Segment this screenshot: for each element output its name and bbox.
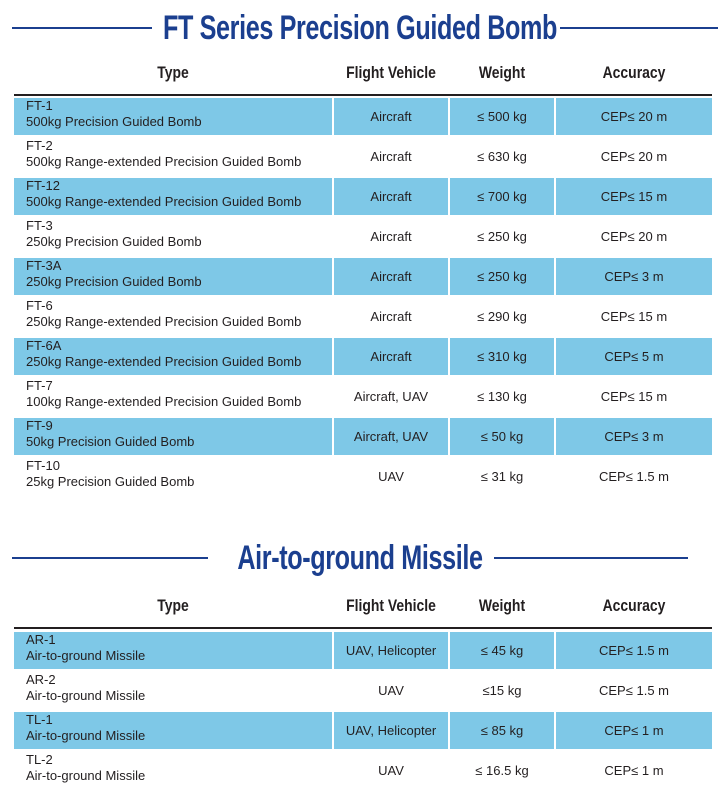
bombs-table-header <box>0 58 720 88</box>
model-description: Air-to-ground Missile <box>26 688 146 703</box>
accuracy-cell: CEP≤ 3 m <box>556 258 712 295</box>
weight-cell: ≤15 kg <box>482 683 522 698</box>
flight-vehicle-cell: UAV <box>378 469 404 484</box>
type-cell <box>14 98 332 135</box>
header-flight-vehicle: Flight Vehicle <box>346 63 436 82</box>
header-weight: Weight <box>478 596 526 615</box>
model-description: 500kg Precision Guided Bomb <box>26 114 202 129</box>
flight-vehicle-cell: Aircraft, UAV <box>353 389 429 404</box>
weight-cell: ≤ 250 kg <box>450 258 554 295</box>
accuracy-cell: CEP≤ 20 m <box>600 149 668 164</box>
accuracy-cell: CEP≤ 1.5 m <box>556 632 712 669</box>
type-cell <box>14 378 332 415</box>
type-cell <box>14 338 332 375</box>
weight-cell: ≤ 50 kg <box>450 418 554 455</box>
model-description: Air-to-ground Missile <box>26 768 146 783</box>
type-cell <box>14 458 332 495</box>
header-type: Type <box>157 596 189 615</box>
weight-cell: ≤ 16.5 kg <box>475 763 529 778</box>
flight-vehicle-cell: Aircraft <box>334 258 448 295</box>
model-name: AR-2 <box>26 672 56 687</box>
model-name: FT-9 <box>26 418 53 433</box>
model-description: 250kg Precision Guided Bomb <box>26 234 202 249</box>
table-row <box>14 338 712 378</box>
flight-vehicle-cell: Aircraft <box>334 178 448 215</box>
accuracy-cell: CEP≤ 15 m <box>556 178 712 215</box>
table-row <box>14 752 712 792</box>
type-cell <box>14 258 332 295</box>
header-weight: Weight <box>478 63 526 82</box>
model-name: FT-3 <box>26 218 53 233</box>
weight-cell: ≤ 630 kg <box>477 149 527 164</box>
table-row <box>14 258 712 298</box>
type-cell <box>14 752 332 789</box>
model-name: FT-3A <box>26 258 62 273</box>
model-description: 250kg Range-extended Precision Guided Bomb <box>26 354 302 369</box>
model-name: FT-12 <box>26 178 60 193</box>
table-row <box>14 458 712 498</box>
model-description: 500kg Range-extended Precision Guided Bomb <box>26 154 302 169</box>
weight-cell: ≤ 85 kg <box>450 712 554 749</box>
accuracy-cell: CEP≤ 1 m <box>604 763 664 778</box>
table-row <box>14 418 712 458</box>
model-name: FT-2 <box>26 138 53 153</box>
accuracy-cell: CEP≤ 1.5 m <box>599 683 669 698</box>
flight-vehicle-cell: Aircraft <box>334 98 448 135</box>
flight-vehicle-cell: UAV <box>378 683 404 698</box>
flight-vehicle-cell: UAV, Helicopter <box>334 712 448 749</box>
table-row <box>14 298 712 338</box>
table-row <box>14 378 712 418</box>
model-name: FT-7 <box>26 378 53 393</box>
missiles-table-header <box>0 591 720 621</box>
flight-vehicle-cell: Aircraft, UAV <box>334 418 448 455</box>
weight-cell: ≤ 31 kg <box>480 469 524 484</box>
table-row <box>14 712 712 752</box>
accuracy-cell: CEP≤ 5 m <box>556 338 712 375</box>
bombs-section-title <box>0 8 720 48</box>
model-name: FT-1 <box>26 98 53 113</box>
header-type: Type <box>157 63 189 82</box>
accuracy-cell: CEP≤ 20 m <box>556 98 712 135</box>
weight-cell: ≤ 45 kg <box>450 632 554 669</box>
bombs-header-divider <box>14 94 712 96</box>
table-row <box>14 672 712 712</box>
type-cell <box>14 712 332 749</box>
header-accuracy: Accuracy <box>602 63 666 82</box>
flight-vehicle-cell: Aircraft <box>370 309 412 324</box>
weight-cell: ≤ 700 kg <box>450 178 554 215</box>
weight-cell: ≤ 130 kg <box>477 389 527 404</box>
missiles-title: Air-to-ground Missile <box>237 539 483 577</box>
model-description: Air-to-ground Missile <box>26 728 146 743</box>
type-cell <box>14 672 332 709</box>
bombs-title: FT Series Precision Guided Bomb <box>163 9 557 47</box>
model-name: FT-6 <box>26 298 53 313</box>
model-description: 250kg Precision Guided Bomb <box>26 274 202 289</box>
model-name: FT-6A <box>26 338 62 353</box>
missiles-header-divider <box>14 627 712 629</box>
accuracy-cell: CEP≤ 1 m <box>556 712 712 749</box>
missiles-section-title <box>0 538 720 578</box>
flight-vehicle-cell: Aircraft <box>334 338 448 375</box>
model-description: 50kg Precision Guided Bomb <box>26 434 195 449</box>
model-name: FT-10 <box>26 458 60 473</box>
weight-cell: ≤ 500 kg <box>450 98 554 135</box>
model-name: TL-2 <box>26 752 53 767</box>
type-cell <box>14 138 332 175</box>
type-cell <box>14 218 332 255</box>
header-flight-vehicle: Flight Vehicle <box>346 596 436 615</box>
weight-cell: ≤ 290 kg <box>477 309 527 324</box>
accuracy-cell: CEP≤ 15 m <box>600 309 668 324</box>
accuracy-cell: CEP≤ 3 m <box>556 418 712 455</box>
model-name: AR-1 <box>26 632 56 647</box>
type-cell <box>14 298 332 335</box>
flight-vehicle-cell: Aircraft <box>370 229 412 244</box>
flight-vehicle-cell: UAV <box>378 763 404 778</box>
model-description: 500kg Range-extended Precision Guided Bomb <box>26 194 302 209</box>
type-cell <box>14 632 332 669</box>
model-description: 100kg Range-extended Precision Guided Bomb <box>26 394 302 409</box>
accuracy-cell: CEP≤ 20 m <box>600 229 668 244</box>
type-cell <box>14 178 332 215</box>
weight-cell: ≤ 310 kg <box>450 338 554 375</box>
accuracy-cell: CEP≤ 15 m <box>600 389 668 404</box>
type-cell <box>14 418 332 455</box>
accuracy-cell: CEP≤ 1.5 m <box>599 469 669 484</box>
model-name: TL-1 <box>26 712 53 727</box>
table-row <box>14 218 712 258</box>
table-row <box>14 98 712 138</box>
model-description: 250kg Range-extended Precision Guided Bomb <box>26 314 302 329</box>
model-description: Air-to-ground Missile <box>26 648 146 663</box>
header-accuracy: Accuracy <box>602 596 666 615</box>
table-row <box>14 632 712 672</box>
flight-vehicle-cell: Aircraft <box>370 149 412 164</box>
flight-vehicle-cell: UAV, Helicopter <box>334 632 448 669</box>
table-row <box>14 138 712 178</box>
model-description: 25kg Precision Guided Bomb <box>26 474 195 489</box>
weight-cell: ≤ 250 kg <box>477 229 527 244</box>
table-row <box>14 178 712 218</box>
